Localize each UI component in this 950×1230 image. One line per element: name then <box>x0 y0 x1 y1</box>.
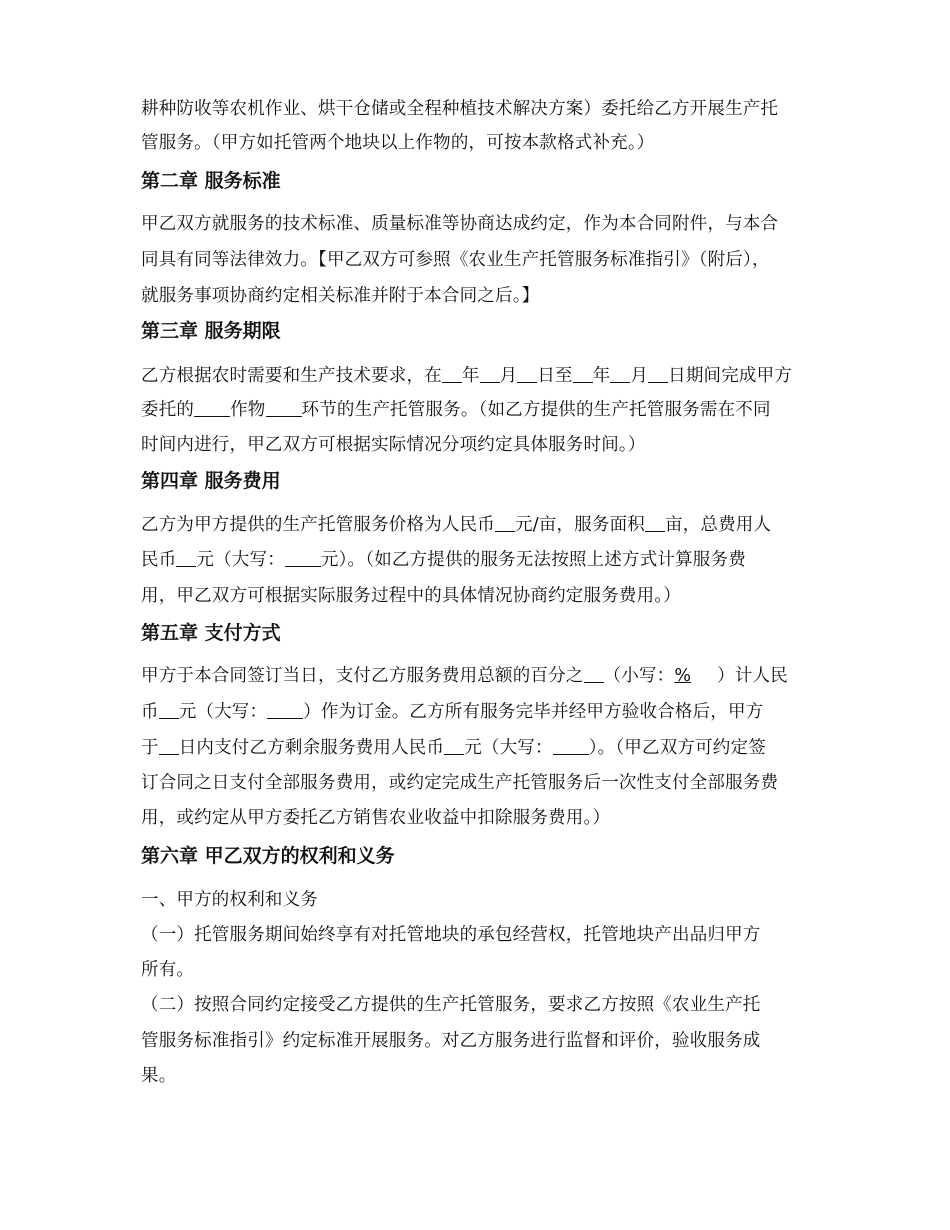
text: 月 <box>630 366 649 386</box>
text: 元/亩，服务面积 <box>515 515 645 535</box>
ch5-line-5: 用，或约定从甲方委托乙方销售农业收益中扣除服务费用。） <box>141 808 611 828</box>
text: 年 <box>592 366 611 386</box>
ch3-line-2 <box>141 398 771 422</box>
ch5-line-3 <box>141 736 766 760</box>
blank-field[interactable] <box>573 364 593 383</box>
ch6-item-2-line-1: （二）按照合同约定接受乙方提供的生产托管服务，要求乙方按照《农业生产托 <box>141 995 761 1015</box>
chapter-2-title: 第二章 服务标准 <box>141 170 281 192</box>
ch2-line-1: 甲乙双方就服务的技术标准、质量标准等协商达成约定，作为本合同附件，与本合 <box>141 214 779 234</box>
ch1-line-1: 耕种防收等农机作业、烘干仓储或全程种植技术解决方案）委托给乙方开展生产托 <box>141 99 779 119</box>
ch4-line-3: 用，甲乙双方可根据实际服务过程中的具体情况协商约定服务费用。） <box>141 586 681 606</box>
ch2-line-2: 同具有同等法律效力。【甲乙双方可参照《农业生产托管服务标准指引》（附后）， <box>141 250 770 270</box>
text: 元（大写： <box>196 550 285 570</box>
text: 日期间完成甲方 <box>668 366 793 386</box>
blank-field[interactable] <box>266 398 302 417</box>
text: 乙方为甲方提供的生产托管服务价格为人民币 <box>141 515 495 535</box>
blank-field[interactable] <box>267 700 303 719</box>
ch1-line-2: 管服务。（甲方如托管两个地块以上作物的，可按本款格式补充。） <box>141 133 655 153</box>
ch2-line-3: 就服务事项协商约定相关标准并附于本合同之后。】 <box>141 286 540 306</box>
blank-field[interactable] <box>159 700 179 719</box>
ch6-item-2-line-3: 果。 <box>141 1066 177 1086</box>
ch5-line-4: 订合同之日支付全部服务费用，或约定完成生产托管服务后一次性支付全部服务费 <box>141 773 779 793</box>
text: ）计人民 <box>717 666 788 686</box>
text: 环节的生产托管服务。（如乙方提供的生产托管服务需在不同 <box>301 400 771 420</box>
ch3-line-3: 时间内进行，甲乙双方可根据实际情况分项约定具体服务时间。） <box>141 435 646 455</box>
ch3-line-1 <box>141 364 792 388</box>
text: 年 <box>461 366 480 386</box>
ch6-item-1-line-2: 所有。 <box>141 960 195 980</box>
blank-field[interactable] <box>176 548 196 567</box>
chapter-4-title: 第四章 服务费用 <box>141 470 281 492</box>
blank-field[interactable] <box>159 736 179 755</box>
blank-field[interactable] <box>553 736 589 755</box>
blank-field[interactable] <box>648 364 668 383</box>
text: 委托的 <box>141 400 195 420</box>
ch6-item-2-line-2: 管服务标准指引》约定标准开展服务。对乙方服务进行监督和评价，验收服务成 <box>141 1031 761 1051</box>
ch5-line-1 <box>141 664 788 688</box>
text: 于 <box>141 738 159 758</box>
text: 日内支付乙方剩余服务费用人民币 <box>178 738 445 758</box>
text: 亩，总费用人 <box>665 515 772 535</box>
blank-field[interactable] <box>480 364 500 383</box>
text: ）作为订金。乙方所有服务完毕并经甲方验收合格后，甲方 <box>303 702 764 722</box>
blank-field[interactable] <box>444 736 464 755</box>
blank-field[interactable] <box>517 364 537 383</box>
blank-field[interactable] <box>285 548 321 567</box>
text: 元）。（如乙方提供的服务无法按照上述方式计算服务费 <box>320 550 746 570</box>
ch5-line-2 <box>141 700 763 724</box>
chapter-5-title: 第五章 支付方式 <box>141 622 281 644</box>
text: 元（大写： <box>464 738 553 758</box>
blank-field[interactable] <box>610 364 630 383</box>
text: 日至 <box>537 366 573 386</box>
text: 元（大写： <box>178 702 268 722</box>
ch4-line-2 <box>141 548 746 572</box>
ch6-subheading: 一、甲方的权利和义务 <box>141 890 318 910</box>
blank-field[interactable] <box>194 398 230 417</box>
text: 乙方根据农时需要和生产技术要求，在 <box>141 366 442 386</box>
ch6-item-1-line-1: （一）托管服务期间始终享有对托管地块的承包经营权，托管地块产出品归甲方 <box>141 925 761 945</box>
blank-field[interactable] <box>442 364 462 383</box>
percent-field[interactable]: % <box>674 666 692 686</box>
blank-field[interactable] <box>645 513 665 532</box>
chapter-3-title: 第三章 服务期限 <box>141 320 281 342</box>
text: ）。（甲乙双方可约定签 <box>588 738 766 758</box>
blank-field[interactable] <box>495 513 515 532</box>
ch4-line-1 <box>141 513 771 537</box>
text: 作物 <box>230 400 266 420</box>
text: （小写： <box>603 666 675 686</box>
text: 民币 <box>141 550 177 570</box>
text: 币 <box>141 702 159 722</box>
blank-field[interactable] <box>584 664 604 683</box>
text: 月 <box>499 366 518 386</box>
chapter-6-title: 第六章 甲乙双方的权利和义务 <box>141 845 395 867</box>
text: 甲方于本合同签订当日，支付乙方服务费用总额的百分之 <box>141 666 584 686</box>
